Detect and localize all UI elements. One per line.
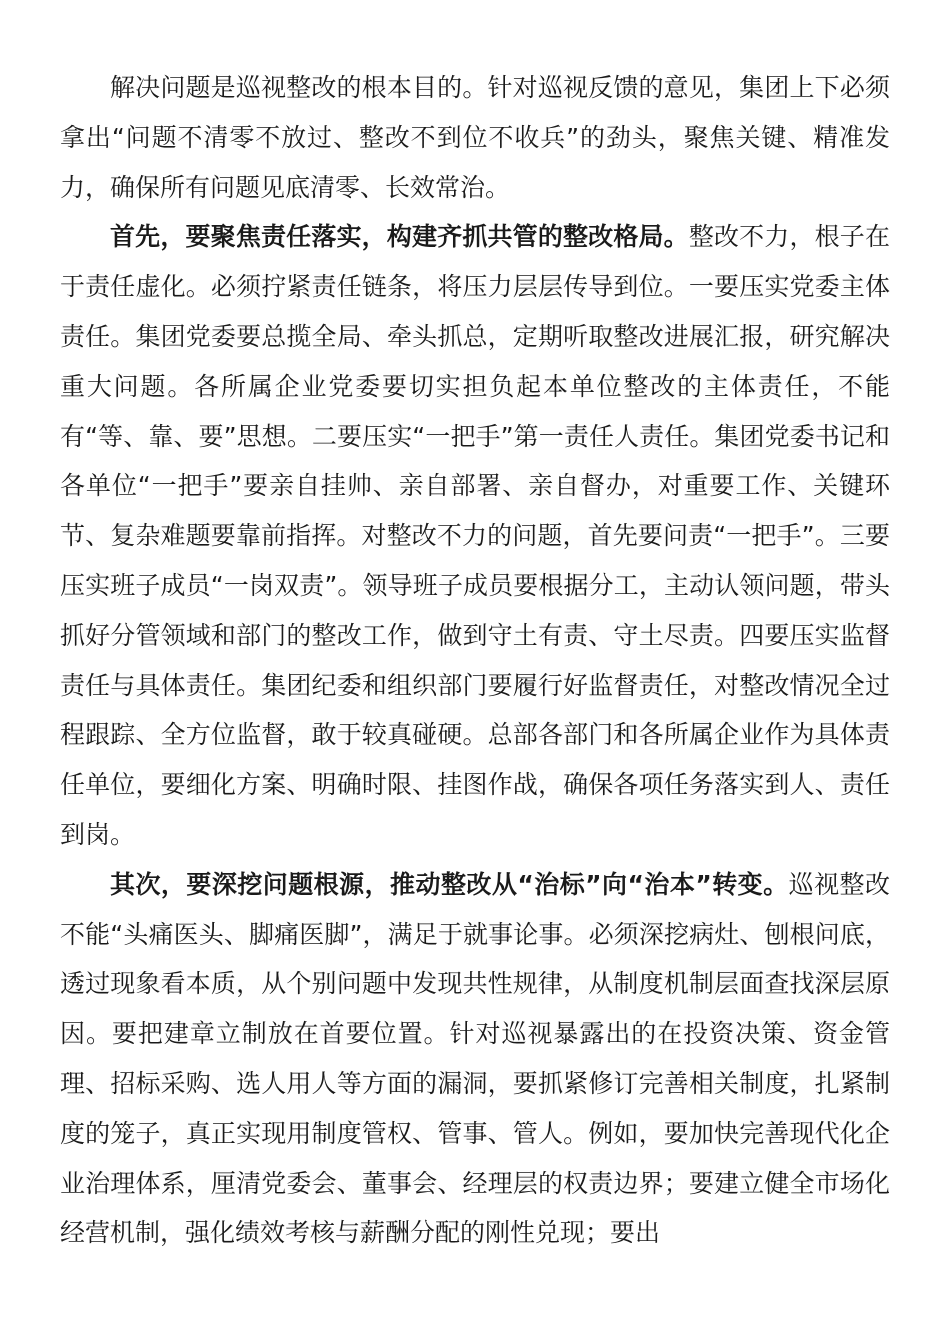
paragraph-responsibility-text: 整改不力，根子在于责任虚化。必须拧紧责任链条，将压力层层传导到位。一要压实党委主体责任。集团党委要总揽全局、牵头抓总，定期听取整改进展汇报，研究解决重大问题。各所属企业党委要切实担负起本单位整改的主体责任，不能有“等、靠、要”思想。二要压实“一把手”第一责任人责任。集团党委书记和各单位“一把手”要亲自挂帅、亲自部署、亲自督办，对重要工作、关键环节、复杂难题要靠前指挥。对整改不力的问题，首先要问责“一把手”。三要压实班子成员“一岗双责”。领导班子成员要根据分工，主动认领问题，带头抓好分管领域和部门的整改工作，做到守土有责、守土尽责。四要压实监督责任与具体责任。集团纪委和组织部门要履行好监督责任，对整改情况全过程跟踪、全方位监督，敢于较真碰硬。总部各部门和各所属企业作为具体责任单位，要细化方案、明确时限、挂图作战，确保各项任务落实到人、责任到岗。 [60,222,891,849]
paragraph-root-cause-text: 巡视整改不能“头痛医头、脚痛医脚”，满足于就事论事。必须深挖病灶、刨根问底，透过现象看本质，从个别问题中发现共性规律，从制度机制层面查找深层原因。要把建章立制放在首要位置。针对巡视暴露出的在投资决策、资金管理、招标采购、选人用人等方面的漏洞，要抓紧修订完善相关制度，扎紧制度的笼子，真正实现用制度管权、管事、管人。例如，要加快完善现代化企业治理体系，厘清党委会、董事会、经理层的权责边界；要建立健全市场化经营机制，强化绩效考核与薪酬分配的刚性兑现；要出 [60,869,890,1248]
paragraph-intro-text: 解决问题是巡视整改的根本目的。针对巡视反馈的意见，集团上下必须拿出“问题不清零不放过、整改不到位不收兵”的劲头，聚焦关键、精准发力，确保所有问题见底清零、长效常治。 [60,73,890,202]
document-page [60,63,890,1258]
paragraph-intro [60,63,890,212]
paragraph-responsibility [60,212,890,859]
paragraph-root-cause-heading: 其次，要深挖问题根源，推动整改从“治标”向“治本”转变。 [110,869,789,899]
paragraph-responsibility-heading: 首先，要聚焦责任落实，构建齐抓共管的整改格局。 [110,222,689,252]
paragraph-root-cause [60,860,890,1258]
